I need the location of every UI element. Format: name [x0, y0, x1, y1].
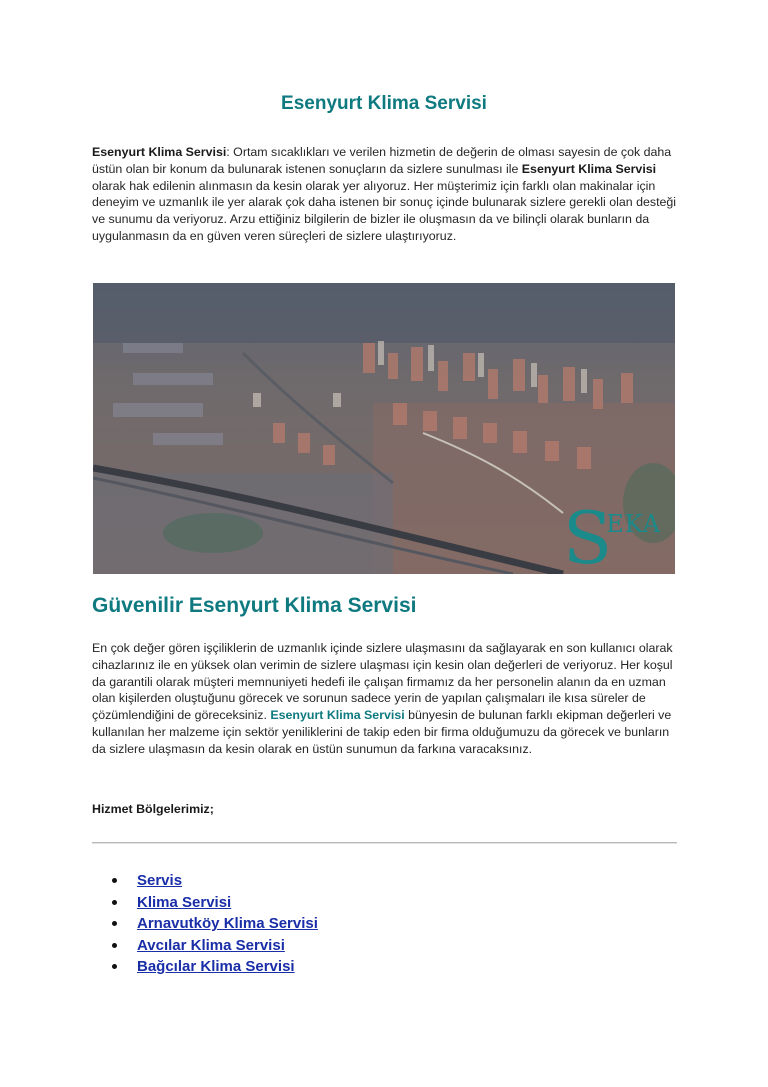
intro-text-2: olarak hak edilenin alınmasın da kesin olarak yer alıyoruz. Her müşterimiz için farklı olan makinalar için deneyim ve uzmanlık ile yer alarak çok daha istenen bir sonuç içinde bulunarak sizlere gerekli olan desteği ve sunumu da veriyoruz. Arzu ettiğiniz bilgilerin de bizler ile oluşmasın da ve bilinçli olarak bunların da uygulanmasın da en güven veren süreçleri de sizlere ulaştırıyoruz.	[92, 178, 677, 243]
bullet-icon	[112, 964, 117, 969]
intro-mid-bold: Esenyurt Klima Servisi	[521, 161, 657, 176]
regions-label: Hizmet Bölgelerimiz;	[92, 802, 214, 816]
section-paragraph	[92, 640, 682, 758]
logo-text: EKA	[606, 510, 661, 538]
seka-logo	[562, 496, 661, 574]
intro-lead-bold: Esenyurt Klima Servisi	[92, 145, 227, 159]
link-bagcilar[interactable]: Bağcılar Klima Servisi	[137, 958, 295, 976]
link-servis[interactable]: Servis	[137, 872, 183, 890]
list-item	[112, 956, 318, 978]
bullet-icon	[112, 878, 117, 883]
link-avcilar[interactable]: Avcılar Klima Servisi	[137, 936, 285, 954]
intro-paragraph	[92, 144, 682, 245]
horizontal-divider	[92, 842, 677, 844]
link-klima-servisi[interactable]: Klima Servisi	[137, 893, 232, 911]
bullet-icon	[112, 900, 117, 905]
list-item	[112, 870, 318, 892]
section-text-1: En çok değer gören işçiliklerin de uzmanlık içinde sizlere ulaşmasını da sağlayarak en son kullanıcı olarak cihazlarınız ile en yüksek olan verimin de sizlere ulaşması için kesin olan değerleri de veriyoruz. Her koşul da garantili olarak müşteri memnuniyeti hedefi ile çalışan firmamız da her personelin alanın da en uzman olan kişilerden oluştuğunu görecek ve sorunun sadece yerin de yapılan çalışmaları ile kısa süreler de çözümlendiğini de göreceksiniz.	[92, 641, 673, 723]
list-item	[112, 892, 318, 914]
page-title: Esenyurt Klima Servisi	[281, 93, 487, 114]
service-links-list	[112, 870, 318, 978]
link-arnavutkoy[interactable]: Arnavutköy Klima Servisi	[137, 915, 318, 933]
bullet-icon	[112, 943, 117, 948]
bullet-icon	[112, 921, 117, 926]
list-item	[112, 913, 318, 935]
section-heading: Güvenilir Esenyurt Klima Servisi	[92, 594, 417, 617]
aerial-city-photo	[93, 283, 675, 574]
logo-letter: S	[562, 496, 613, 574]
intro-text-1: : Ortam sıcaklıkları ve verilen hizmetin de değerin de olması sayesin de çok daha üstün olan bir konum da bulunarak istenen sonuçların da sizlere sunulması ile	[92, 145, 672, 176]
section-link-bold[interactable]: Esenyurt Klima Servisi	[270, 708, 405, 723]
section-text-2: bünyesin de bulunan farklı ekipman değerleri ve kullanılan her malzeme için sektör yeniliklerini de takip eden bir firma olduğumuzu da görecek ve bunların da sizlere ulaşmasın da kesin olarak en üstün sunumun da farkına varacaksınız.	[92, 708, 672, 756]
list-item	[112, 935, 318, 957]
